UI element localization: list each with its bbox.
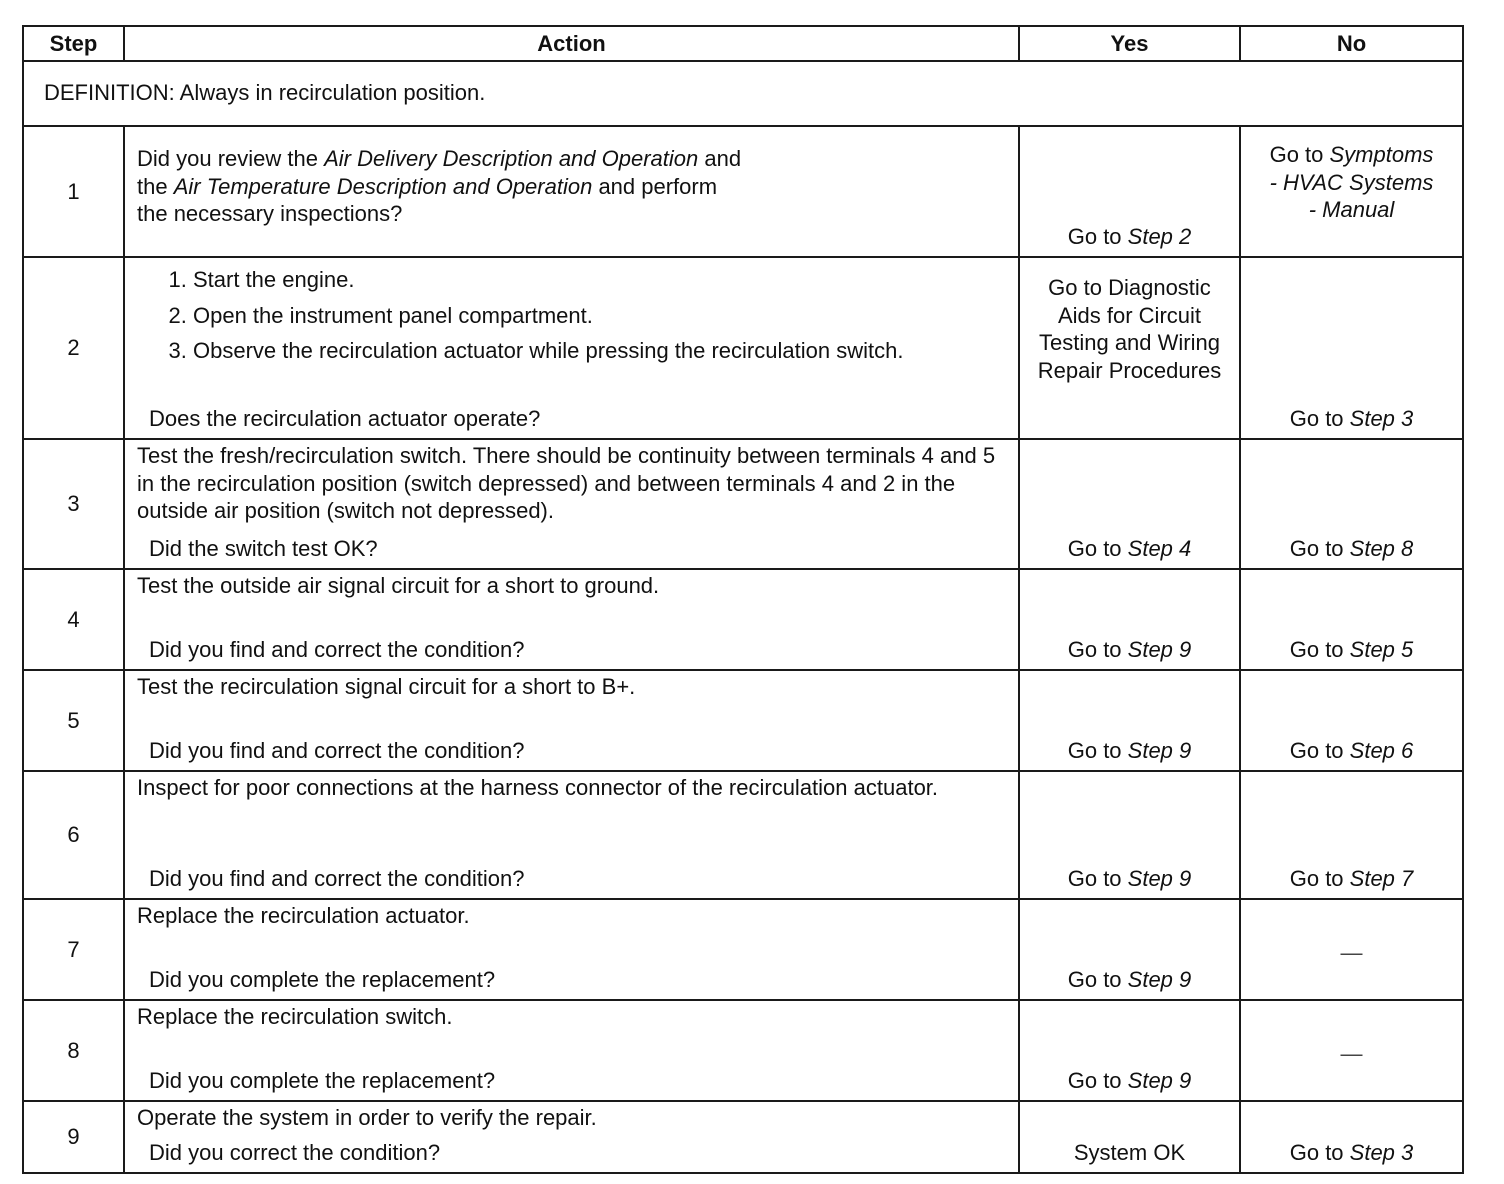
not-applicable-dash: — bbox=[1340, 1040, 1363, 1066]
step-number: 8 bbox=[23, 1000, 124, 1101]
action-cell bbox=[124, 1000, 1019, 1101]
no-cell bbox=[1240, 1000, 1463, 1101]
action-text: Operate the system in order to verify the repair. bbox=[137, 1105, 597, 1130]
action-text: Inspect for poor connections at the harness connector of the recirculation actuator. bbox=[137, 775, 939, 800]
step-number: 9 bbox=[23, 1101, 124, 1173]
action-cell bbox=[124, 1101, 1019, 1173]
table-row bbox=[23, 1101, 1463, 1173]
table-row bbox=[23, 439, 1463, 569]
action-question: Did the switch test OK? bbox=[149, 535, 378, 561]
action-text: Replace the recirculation switch. bbox=[137, 1004, 453, 1029]
header-step: Step bbox=[23, 26, 124, 61]
yes-cell bbox=[1019, 899, 1240, 1000]
yes-link[interactable]: Go to Step 9 bbox=[1067, 866, 1192, 891]
action-cell bbox=[124, 899, 1019, 1000]
action-question: Did you find and correct the condition? bbox=[149, 865, 525, 891]
action-question: Did you complete the replacement? bbox=[149, 966, 496, 992]
header-row bbox=[23, 26, 1463, 61]
table-row bbox=[23, 569, 1463, 670]
header-action: Action bbox=[124, 26, 1019, 61]
no-link[interactable]: Go to Step 8 bbox=[1289, 536, 1414, 561]
step-number: 6 bbox=[23, 771, 124, 899]
table-row bbox=[23, 899, 1463, 1000]
action-question: Did you complete the replacement? bbox=[149, 1067, 496, 1093]
table-row bbox=[23, 670, 1463, 771]
yes-cell bbox=[1019, 126, 1240, 257]
step-number: 2 bbox=[23, 257, 124, 439]
step-number: 1 bbox=[23, 126, 124, 257]
action-text: Test the recirculation signal circuit for a short to B+. bbox=[137, 674, 636, 699]
table-row bbox=[23, 1000, 1463, 1101]
yes-link[interactable]: Go to Diagnostic Aids for Circuit Testing and Wiring Repair Procedures bbox=[1037, 275, 1222, 383]
step-number: 7 bbox=[23, 899, 124, 1000]
no-link[interactable]: Go to Step 3 bbox=[1289, 1140, 1414, 1165]
yes-cell bbox=[1019, 771, 1240, 899]
list-item: 1. Start the engine. bbox=[193, 266, 1008, 294]
yes-link[interactable]: Go to Step 4 bbox=[1067, 536, 1192, 561]
yes-cell bbox=[1019, 1101, 1240, 1173]
action-cell bbox=[124, 439, 1019, 569]
table-row bbox=[23, 771, 1463, 899]
action-cell: Did you review the Air Delivery Description and Operation and the Air Temperature Description and Operation and perform the necessary inspections? bbox=[124, 126, 1019, 257]
action-text: Replace the recirculation actuator. bbox=[137, 903, 470, 928]
action-reference: Air Temperature Description and Operation bbox=[173, 173, 593, 199]
action-text: Test the outside air signal circuit for a short to ground. bbox=[137, 573, 660, 598]
action-question: Did you find and correct the condition? bbox=[149, 636, 525, 662]
no-cell bbox=[1240, 126, 1463, 257]
action-cell bbox=[124, 670, 1019, 771]
no-cell bbox=[1240, 439, 1463, 569]
no-cell bbox=[1240, 899, 1463, 1000]
step-number: 5 bbox=[23, 670, 124, 771]
yes-cell bbox=[1019, 257, 1240, 439]
action-question: Did you find and correct the condition? bbox=[149, 737, 525, 763]
action-cell bbox=[124, 257, 1019, 439]
no-link[interactable]: Go to Step 6 bbox=[1289, 738, 1414, 763]
step-number: 4 bbox=[23, 569, 124, 670]
action-cell bbox=[124, 569, 1019, 670]
header-no: No bbox=[1240, 26, 1463, 61]
no-link[interactable]: Go to Symptoms - HVAC Systems - Manual bbox=[1269, 142, 1434, 222]
yes-result[interactable]: System OK bbox=[1073, 1140, 1186, 1165]
step-number: 3 bbox=[23, 439, 124, 569]
yes-link[interactable]: Go to Step 9 bbox=[1067, 637, 1192, 662]
no-cell bbox=[1240, 569, 1463, 670]
no-link[interactable]: Go to Step 5 bbox=[1289, 637, 1414, 662]
yes-link[interactable]: Go to Step 2 bbox=[1067, 224, 1192, 249]
no-cell bbox=[1240, 670, 1463, 771]
yes-link[interactable]: Go to Step 9 bbox=[1067, 738, 1192, 763]
table-row bbox=[23, 126, 1463, 257]
procedure-list bbox=[137, 266, 1008, 365]
diagnostic-table bbox=[22, 25, 1464, 1174]
yes-cell bbox=[1019, 1000, 1240, 1101]
list-item: 3. Observe the recirculation actuator while pressing the recirculation switch. bbox=[193, 337, 1008, 365]
yes-cell bbox=[1019, 439, 1240, 569]
no-cell bbox=[1240, 257, 1463, 439]
yes-cell bbox=[1019, 670, 1240, 771]
table-row bbox=[23, 257, 1463, 439]
action-question: Did you correct the condition? bbox=[149, 1139, 441, 1165]
action-cell bbox=[124, 771, 1019, 899]
no-link[interactable]: Go to Step 7 bbox=[1289, 866, 1414, 891]
action-text: Test the fresh/recirculation switch. There should be continuity between terminals 4 and 5 in the recirculation position (switch depressed) and between terminals 4 and 2 in the outside air position (switch not depressed). bbox=[137, 443, 996, 523]
no-cell bbox=[1240, 771, 1463, 899]
definition-text: DEFINITION: Always in recirculation position. bbox=[23, 61, 1463, 126]
yes-cell bbox=[1019, 569, 1240, 670]
no-cell bbox=[1240, 1101, 1463, 1173]
yes-link[interactable]: Go to Step 9 bbox=[1067, 1068, 1192, 1093]
definition-row bbox=[23, 61, 1463, 126]
action-reference: Air Delivery Description and Operation bbox=[324, 146, 699, 171]
not-applicable-dash: — bbox=[1340, 939, 1363, 965]
list-item: 2. Open the instrument panel compartment. bbox=[193, 302, 1008, 330]
yes-link[interactable]: Go to Step 9 bbox=[1067, 967, 1192, 992]
action-question: Does the recirculation actuator operate? bbox=[149, 405, 541, 431]
no-link[interactable]: Go to Step 3 bbox=[1289, 406, 1414, 431]
header-yes: Yes bbox=[1019, 26, 1240, 61]
